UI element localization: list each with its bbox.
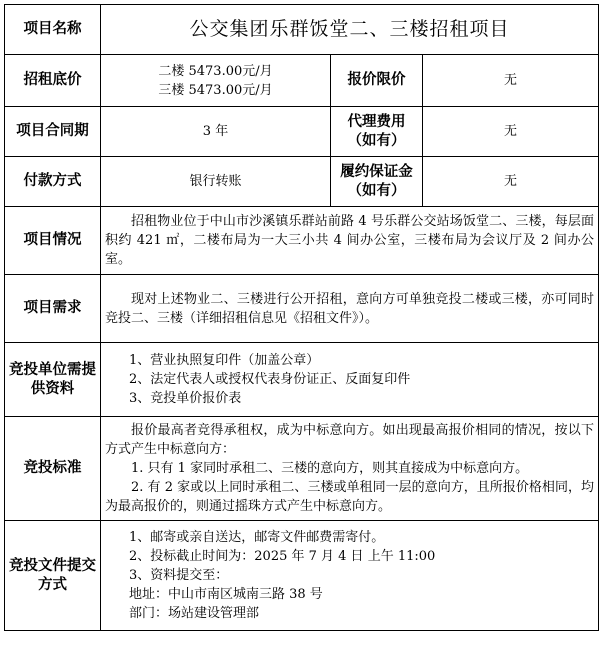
base-price-floor2: 二楼 5473.00元/月 [158, 63, 273, 79]
list-item: 3、竞投单价报价表 [129, 391, 242, 406]
agency-fee-value: 无 [423, 107, 599, 157]
row-submission-method [5, 521, 599, 631]
performance-bond-value: 无 [423, 157, 599, 207]
contract-term-value: 3 年 [101, 107, 331, 157]
row-project-name [5, 5, 599, 55]
project-info-table [4, 4, 599, 631]
required-materials-list [101, 343, 599, 417]
label-agency-fee: 代理费用（如有） [331, 107, 423, 157]
project-demand-paragraph: 现对上述物业二、三楼进行公开招租，意向方可单独竞投二楼或三楼，亦可同时竞投二、三楼（详细招租信息见《招租文件》）。 [105, 291, 594, 326]
bidding-standard-item-1: 1. 只有 1 家同时承租二、三楼的意向方，则其直接成为中标意向方。 [131, 461, 529, 476]
row-contract-term [5, 107, 599, 157]
row-payment [5, 157, 599, 207]
list-item: 1、营业执照复印件（加盖公章） [129, 353, 320, 368]
row-project-situation [5, 207, 599, 275]
label-project-name: 项目名称 [5, 5, 101, 55]
submission-department: 部门：场站建设管理部 [129, 606, 260, 621]
project-situation-text [101, 207, 599, 275]
label-performance-bond: 履约保证金（如有） [331, 157, 423, 207]
bidding-standard-intro: 报价最高者竞得承租权，成为中标意向方。如出现最高报价相同的情况，按以下方式产生中标意向方： [105, 423, 594, 457]
label-contract-term: 项目合同期 [5, 107, 101, 157]
submission-address: 地址：中山市南区城南三路 38 号 [129, 587, 323, 602]
row-base-price [5, 55, 599, 107]
label-price-limit: 报价限价 [331, 55, 423, 107]
label-submission-method: 竞投文件提交方式 [5, 521, 101, 631]
label-required-materials: 竞投单位需提供资料 [5, 343, 101, 417]
bidding-standard-item-2: 2. 有 2 家或以上同时承租二、三楼或单租同一层的意向方，且所报价格相同，均为最高报价的，则通过摇珠方式产生中标意向方。 [105, 480, 594, 514]
base-price-floor3: 三楼 5473.00元/月 [158, 82, 273, 98]
list-item: 1、邮寄或亲自送达，邮寄文件邮费需寄付。 [129, 530, 385, 545]
row-bidding-standard [5, 417, 599, 521]
row-required-materials [5, 343, 599, 417]
base-price-values [101, 55, 331, 107]
label-payment-method: 付款方式 [5, 157, 101, 207]
list-item: 2、法定代表人或授权代表身份证正、反面复印件 [129, 372, 411, 387]
project-demand-text [101, 275, 599, 343]
label-project-situation: 项目情况 [5, 207, 101, 275]
list-item: 3、资料提交至： [129, 568, 229, 583]
submission-method-list [101, 521, 599, 631]
project-situation-paragraph: 招租物业位于中山市沙溪镇乐群站前路 4 号乐群公交站场饭堂二、三楼，每层面积约 421 ㎡，二楼布局为一大三小共 4 间办公室，三楼布局为会议厅及 2 间办公室。 [105, 214, 594, 267]
price-limit-value: 无 [423, 55, 599, 107]
project-title: 公交集团乐群饭堂二、三楼招租项目 [101, 5, 599, 55]
label-bidding-standard: 竞投标准 [5, 417, 101, 521]
label-base-price: 招租底价 [5, 55, 101, 107]
payment-method-value: 银行转账 [101, 157, 331, 207]
bidding-standard-text [101, 417, 599, 521]
list-item: 2、投标截止时间为：2025 年 7 月 4 日 上午 11:00 [129, 549, 436, 564]
label-project-demand: 项目需求 [5, 275, 101, 343]
row-project-demand [5, 275, 599, 343]
